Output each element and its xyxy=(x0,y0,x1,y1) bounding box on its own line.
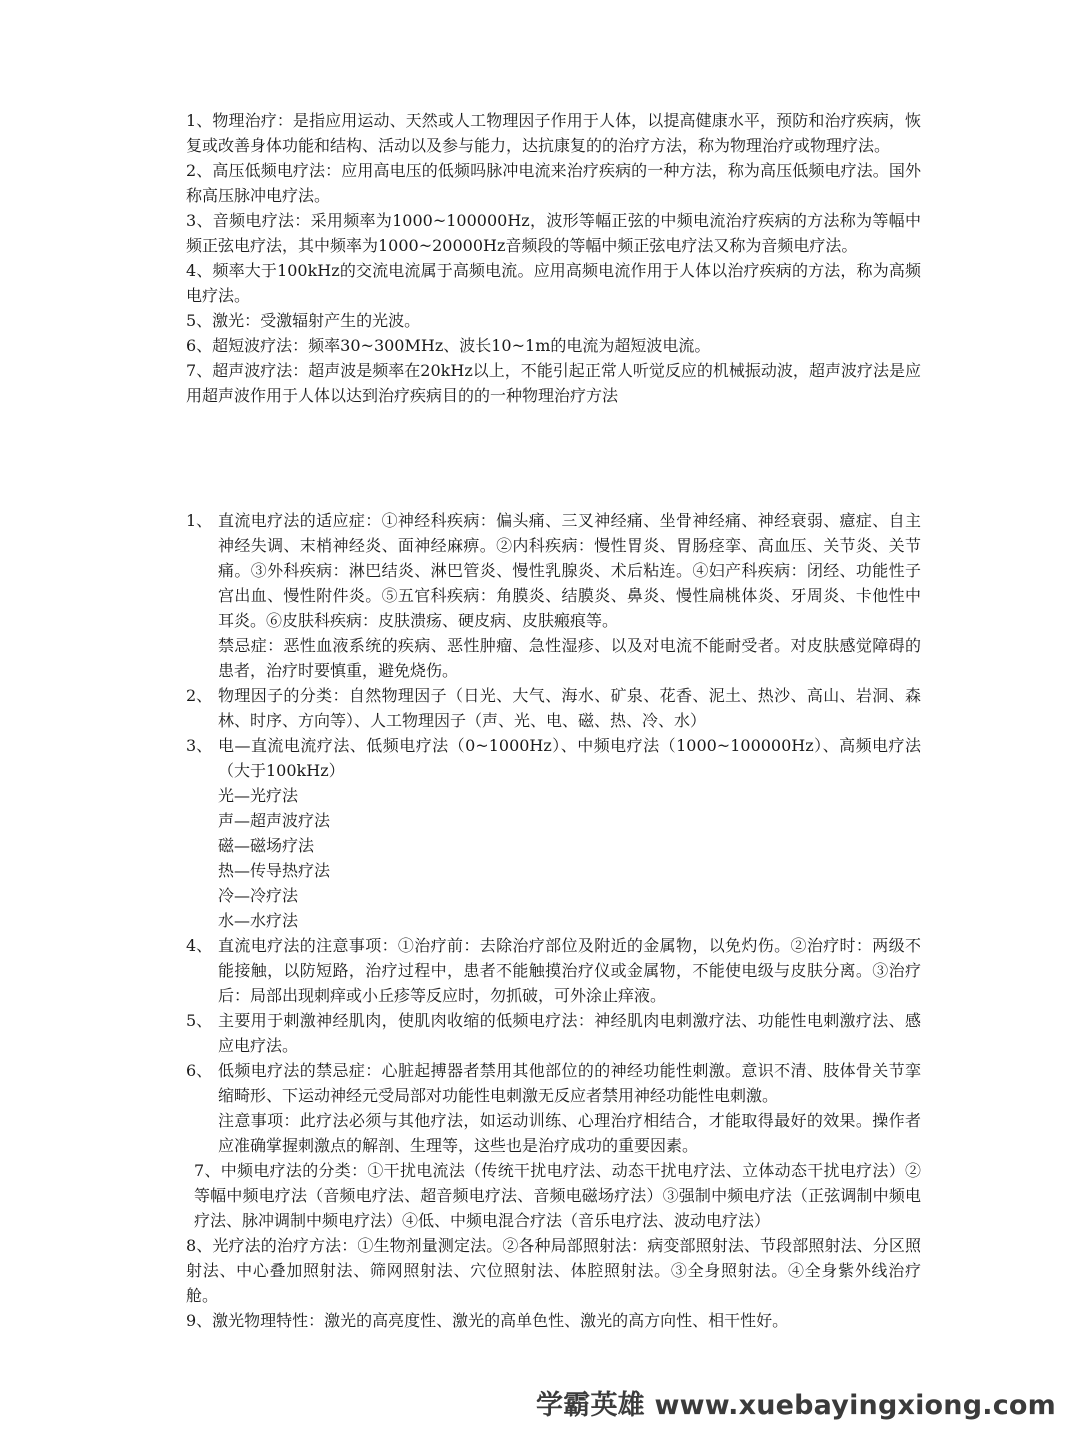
factor-classification-text: 物理因子的分类：自然物理因子（日光、大气、海水、矿泉、花香、泥土、热沙、高山、岩洞、森林、时序、方向等）、人工物理因子（声、光、电、磁、热、冷、水） xyxy=(218,686,921,730)
cold-therapy-part: 冷—冷疗法 xyxy=(218,886,299,905)
list-item xyxy=(186,683,921,733)
list-item-body xyxy=(218,1058,921,1158)
list-item-body xyxy=(218,683,921,733)
list-item xyxy=(186,1058,921,1158)
list-item xyxy=(186,508,921,683)
light-therapy-part: 光—光疗法 xyxy=(218,786,299,805)
list-item-number: 6、 xyxy=(186,1061,213,1080)
low-frequency-notes-text: 注意事项：此疗法必须与其他疗法，如运动训练、心理治疗相结合，才能取得最好的效果。操作者应准确掌握刺激点的解剖、生理等，这些也是治疗成功的重要因素。 xyxy=(218,1111,921,1155)
precautions-text: 直流电疗法的注意事项：①治疗前：去除治疗部位及附近的金属物，以免灼伤。②治疗时：两级不能接触，以防短路，治疗过程中，患者不能触摸治疗仪或金属物，不能使电级与皮肤分离。③治疗后：局部出现刺痒或小丘疹等反应时，勿抓破，可外涂止痒液。 xyxy=(218,936,921,1005)
magnetic-therapy-part: 磁—磁场疗法 xyxy=(218,836,315,855)
sound-therapy-part: 声—超声波疗法 xyxy=(218,811,331,830)
laser-properties: 9、激光物理特性：激光的高亮度性、激光的高单色性、激光的高方向性、相干性好。 xyxy=(186,1311,789,1330)
heat-therapy-part: 热—传导热疗法 xyxy=(218,861,331,880)
contraindications-text: 禁忌症：恶性血液系统的疾病、恶性肿瘤、急性湿疹、以及对电流不能耐受者。对皮肤感觉障碍的患者，治疗时要慎重，避免烧伤。 xyxy=(218,636,921,680)
therapy-categories-text xyxy=(218,736,921,930)
numbered-list-section xyxy=(186,508,921,1333)
list-item-body xyxy=(218,933,921,1008)
list-item-number: 5、 xyxy=(186,1011,213,1030)
list-item xyxy=(186,933,921,1008)
definition-laser: 5、激光：受激辐射产生的光波。 xyxy=(186,311,421,330)
water-therapy-part: 水—水疗法 xyxy=(218,911,299,930)
definition-high-voltage-low-frequency: 2、高压低频电疗法：应用高电压的低频吗脉冲电流来治疗疾病的一种方法，称为高压低频电疗法。国外称高压脉冲电疗法。 xyxy=(186,161,921,205)
light-therapy-methods: 8、光疗法的治疗方法：①生物剂量测定法。②各种局部照射法：病变部照射法、节段部照射法、分区照射法、中心叠加照射法、筛网照射法、穴位照射法、体腔照射法。③全身照射法。④全身紫外线治疗舱。 xyxy=(186,1236,921,1305)
list-item-number: 3、 xyxy=(186,736,213,755)
list-item-body xyxy=(218,1008,921,1058)
electro-therapy-part: 电—直流电流疗法、低频电疗法（0~1000Hz）、中频电疗法（1000~100000Hz）、高频电疗法（大于100kHz） xyxy=(218,736,921,780)
site-watermark: 学霸英雄 www.xuebayingxiong.com xyxy=(536,1390,1056,1421)
definition-audio-frequency: 3、音频电疗法：采用频率为1000~100000Hz，波形等幅正弦的中频电流治疗疾病的方法称为等幅中频正弦电疗法，其中频率为1000~20000Hz音频段的等幅中频正弦电疗法又称为音频电疗法。 xyxy=(186,211,921,255)
definition-physical-therapy: 1、物理治疗：是指应用运动、天然或人工物理因子作用于人体，以提高健康水平，预防和治疗疾病，恢复或改善身体功能和结构、活动以及参与能力，达抗康复的的治疗方法，称为物理治疗或物理疗法。 xyxy=(186,111,921,155)
medium-frequency-classification: 7、中频电疗法的分类：①干扰电流法（传统干扰电疗法、动态干扰电疗法、立体动态干扰电疗法）②等幅中频电疗法（音频电疗法、超音频电疗法、音频电磁场疗法）③强制中频电疗法（正弦调制中频电疗法、脉冲调制中频电疗法）④低、中频电混合疗法（音乐电疗法、波动电疗法） xyxy=(194,1161,921,1230)
indications-text: 直流电疗法的适应症：①神经科疾病：偏头痛、三叉神经痛、坐骨神经痛、神经衰弱、癔症、自主神经失调、末梢神经炎、面神经麻痹。②内科疾病：慢性胃炎、胃肠痉挛、高血压、关节炎、关节痛。③外科疾病：淋巴结炎、淋巴管炎、慢性乳腺炎、术后粘连。④妇产科疾病：闭经、功能性子宫出血、慢性附件炎。⑤五官科疾病：角膜炎、结膜炎、鼻炎、慢性扁桃体炎、牙周炎、卡他性中耳炎。⑥皮肤科疾病：皮肤溃疡、硬皮病、皮肤瘢痕等。 xyxy=(218,511,921,630)
low-frequency-contraindications-text: 低频电疗法的禁忌症：心脏起搏器者禁用其他部位的的神经功能性刺激。意识不清、肢体骨关节挛缩畸形、下运动神经元受局部对功能性电刺激无反应者禁用神经功能性电刺激。 xyxy=(218,1061,921,1105)
list-item-number: 2、 xyxy=(186,686,213,705)
definition-ultrasound: 7、超声波疗法：超声波是频率在20kHz以上，不能引起正常人听觉反应的机械振动波，超声波疗法是应用超声波作用于人体以达到治疗疾病目的的一种物理治疗方法 xyxy=(186,361,921,405)
list-item-number: 4、 xyxy=(186,936,213,955)
definition-ultrashort-wave: 6、超短波疗法：频率30~300MHz、波长10~1m的电流为超短波电流。 xyxy=(186,336,711,355)
list-item xyxy=(186,1008,921,1058)
list-item-body xyxy=(218,508,921,683)
list-item-number: 1、 xyxy=(186,511,213,530)
nerve-stimulation-text: 主要用于刺激神经肌肉，使肌肉收缩的低频电疗法：神经肌肉电刺激疗法、功能性电刺激疗法、感应电疗法。 xyxy=(218,1011,921,1055)
definition-high-frequency: 4、频率大于100kHz的交流电流属于高频电流。应用高频电流作用于人体以治疗疾病的方法，称为高频电疗法。 xyxy=(186,261,921,305)
list-item xyxy=(186,733,921,933)
definitions-section xyxy=(186,108,921,408)
list-item-body xyxy=(218,733,921,933)
